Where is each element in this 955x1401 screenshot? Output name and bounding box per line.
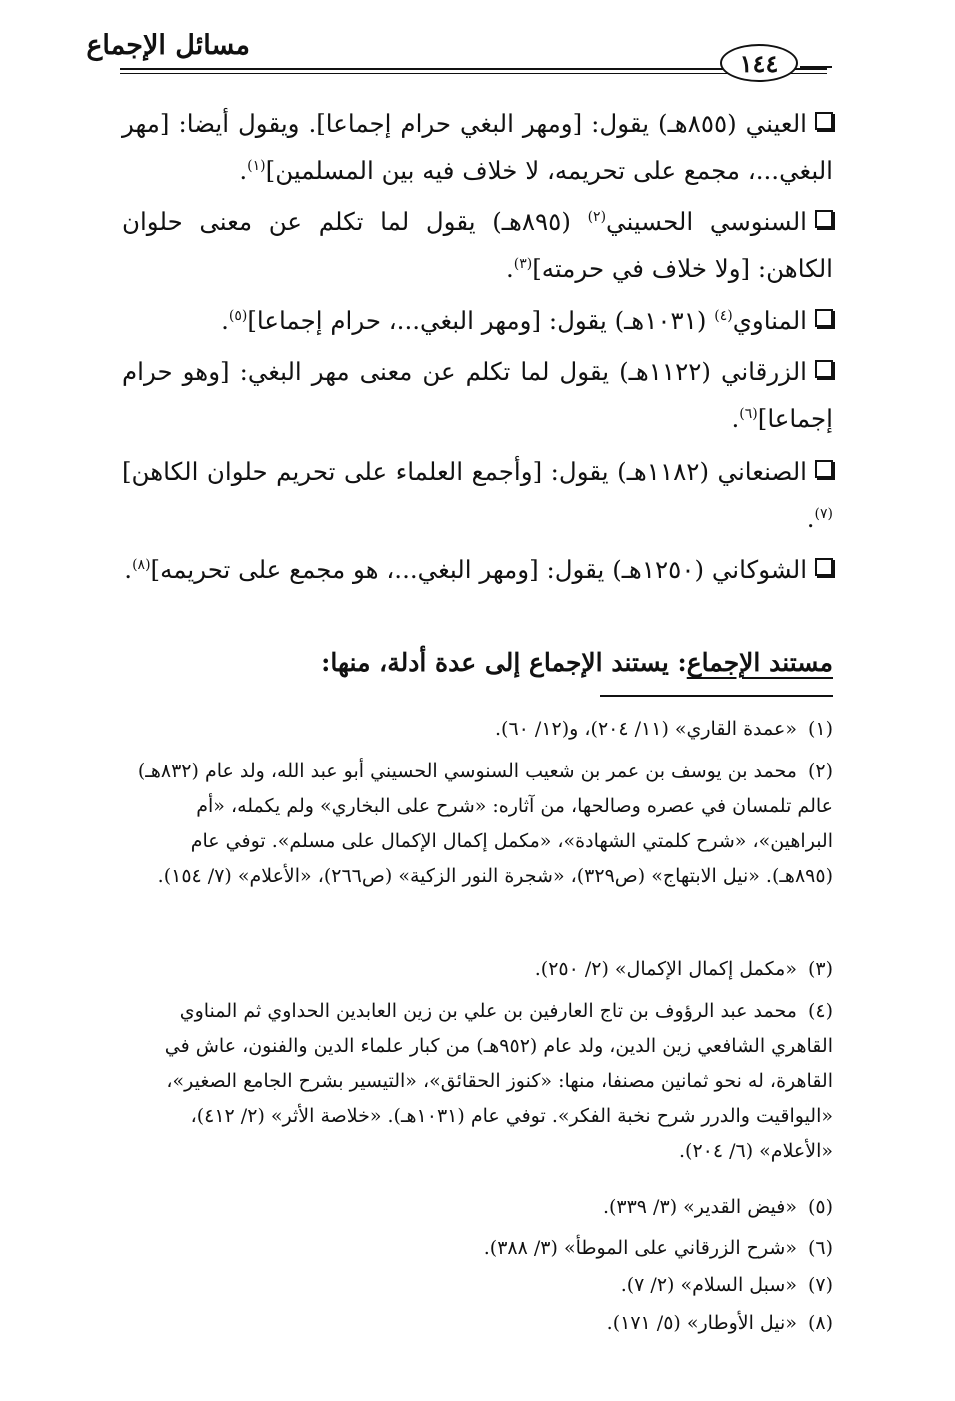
footnote-ref[interactable]: (٢) xyxy=(587,208,607,225)
scholar-name: السنوسي الحسيني xyxy=(606,207,807,236)
footnote-1 xyxy=(128,712,833,747)
footnote-number: (١) xyxy=(807,718,833,740)
quote-text: يقول: [ومهر البغي...، هو مجمع على تحريمه] xyxy=(150,555,605,584)
death-date: (١٠٣١هـ) xyxy=(614,306,707,335)
ijma-entry-sanani: الصنعاني (١١٨٢هـ) يقول: [وأجمع العلماء على تحريم حلوان الكاهن]$^{(٧)}$. xyxy=(122,457,833,533)
footnote-6 xyxy=(128,1231,833,1266)
checkbox-bullet-icon xyxy=(815,112,833,130)
footnote-number: (٥) xyxy=(807,1196,833,1218)
header-rule-thin xyxy=(120,73,827,74)
footnote-2 xyxy=(128,754,833,894)
death-date: (٨٥٥هـ) xyxy=(658,109,737,138)
section-text: : يستند الإجماع إلى عدة أدلة، منها: xyxy=(321,648,687,677)
footnote-number: (٣) xyxy=(807,958,833,980)
header-rule-tail xyxy=(800,66,832,68)
footnote-separator xyxy=(600,695,833,697)
footnote-number: (٢) xyxy=(807,760,833,782)
footnote-ref[interactable]: (٨) xyxy=(132,556,151,573)
checkbox-bullet-icon xyxy=(815,210,833,228)
footnote-text: «سبل السلام» (٢/ ٧). xyxy=(620,1274,797,1296)
footnote-5 xyxy=(128,1190,833,1225)
footnote-text: «شرح الزرقاني على الموطأ» (٣/ ٣٨٨). xyxy=(483,1237,797,1259)
running-header-title: مسائل الإجماع xyxy=(86,30,250,61)
death-date: (١٢٥٠هـ) xyxy=(612,555,705,584)
quote-text: يقول: [وأجمع العلماء على تحريم حلوان الكاهن] xyxy=(122,457,609,486)
quote-text: يقول: [ومهر البغي حرام إجماعا]. ويقول أيضا: [مهر البغي...، مجمع على تحريمه، لا خلاف فيه بين المسلمين] xyxy=(122,109,833,185)
quote-text: يقول لما تكلم عن معنى حلوان الكاهن: [ولا خلاف في حرمته] xyxy=(122,207,833,283)
ijma-entry-zurqani: الزرقاني (١١٢٢هـ) يقول لما تكلم عن معنى مهر البغي: [وهو حرام إجماعا]$^{(٦)}$. xyxy=(122,357,833,433)
footnote-text: «نيل الأوطار» (٥/ ١٧١). xyxy=(606,1312,797,1334)
ijma-entry-sanusi: السنوسي الحسيني$^{(٢)}$ (٨٩٥هـ) يقول لما تكلم عن معنى حلوان الكاهن: [ولا خلاف في حرمته]$^{(٣)}$. xyxy=(122,207,833,283)
footnote-7 xyxy=(128,1268,833,1303)
footnote-text: محمد عبد الرؤوف بن تاج العارفين بن علي بن زين العابدين الحداوي ثم المناوي القاهري الشافعي زين الدين، ولد عام (٩٥٢هـ) من كبار علماء الدين والفنون، عاش في القاهرة، له نحو ثمانين مصنفا، منها: «كنوز الحقائق»، «التيسير بشرح الجامع الصغير»، «اليواقيت والدرر شرح نخبة الفكر». توفي عام (١٠٣١هـ). «خلاصة الأثر» (٢/ ٤١٢)، «الأعلام» (٦/ ٢٠٤). xyxy=(164,1000,833,1162)
death-date: (٨٩٥هـ) xyxy=(492,207,571,236)
footnote-ref[interactable]: (٦) xyxy=(739,405,758,422)
footnote-number: (٦) xyxy=(807,1237,833,1259)
death-date: (١١٨٢هـ) xyxy=(617,457,709,486)
ijma-entry-aini: العيني (٨٥٥هـ) يقول: [ومهر البغي حرام إجماعا]. ويقول أيضا: [مهر البغي...، مجمع على تحريمه، لا خلاف فيه بين المسلمين]$^{(١)}$. xyxy=(122,109,833,185)
checkbox-bullet-icon xyxy=(815,309,833,327)
page-number: ١٤٤ xyxy=(739,48,779,78)
ijma-entry-munawi: المناوي$^{(٤)}$ (١٠٣١هـ) يقول: [ومهر البغي...، حرام إجماعا]$^{(٥)}$. xyxy=(122,297,833,344)
checkbox-bullet-icon xyxy=(815,558,833,576)
footnote-8 xyxy=(128,1306,833,1341)
footnote-text: «عمدة القاري» (١١/ ٢٠٤)، و(١٢/ ٦٠). xyxy=(495,718,797,740)
death-date: (١١٢٢هـ) xyxy=(619,357,711,386)
footnote-ref[interactable]: (٣) xyxy=(513,255,533,272)
section-heading xyxy=(321,648,833,677)
footnote-3 xyxy=(128,952,833,987)
footnote-text: محمد بن يوسف بن عمر بن شعيب السنوسي الحسيني أبو عبد الله، ولد عام (٨٣٢هـ) عالم تلمسان في عصره وصالحها، من آثاره: «شرح على البخاري» ولم يكمله، «أم البراهين»، «شرح كلمتي الشهادة»، «مكمل إكمال الإكمال على مسلم». توفي عام (٨٩٥هـ). «نيل الابتهاج» (ص٣٢٩)، «شجرة النور الزكية» (ص٢٦٦)، «الأعلام» (٧/ ١٥٤). xyxy=(137,760,833,887)
checkbox-bullet-icon xyxy=(815,360,833,378)
footnote-ref[interactable]: (١) xyxy=(247,157,266,174)
quote-text: يقول: [ومهر البغي...، حرام إجماعا] xyxy=(247,306,607,335)
footnote-number: (٤) xyxy=(807,1000,833,1022)
page-number-oval xyxy=(720,44,798,82)
footnote-ref[interactable]: (٥) xyxy=(228,307,248,324)
scholar-name: المناوي xyxy=(732,306,807,335)
scholar-name: الزرقاني xyxy=(720,357,807,386)
scholar-name: العيني xyxy=(745,109,807,138)
section-label: مستند الإجماع xyxy=(686,648,833,677)
scholar-name: الصنعاني xyxy=(717,457,807,486)
footnote-text: «مكمل إكمال الإكمال» (٢/ ٢٥٠). xyxy=(534,958,797,980)
footnote-number: (٧) xyxy=(807,1274,833,1296)
ijma-entry-shawkani: الشوكاني (١٢٥٠هـ) يقول: [ومهر البغي...، هو مجمع على تحريمه]$^{(٨)}$. xyxy=(122,546,833,593)
footnote-number: (٨) xyxy=(807,1312,833,1334)
quote-text: يقول لما تكلم عن معنى مهر البغي: [وهو حرام إجماعا] xyxy=(122,357,833,433)
footnote-ref[interactable]: (٧) xyxy=(814,505,833,522)
footnote-text: «فيض القدير» (٣/ ٣٣٩). xyxy=(602,1196,797,1218)
footnote-ref[interactable]: (٤) xyxy=(714,307,733,324)
footnote-4 xyxy=(128,994,833,1169)
scholar-name: الشوكاني xyxy=(711,555,807,584)
checkbox-bullet-icon xyxy=(815,460,833,478)
